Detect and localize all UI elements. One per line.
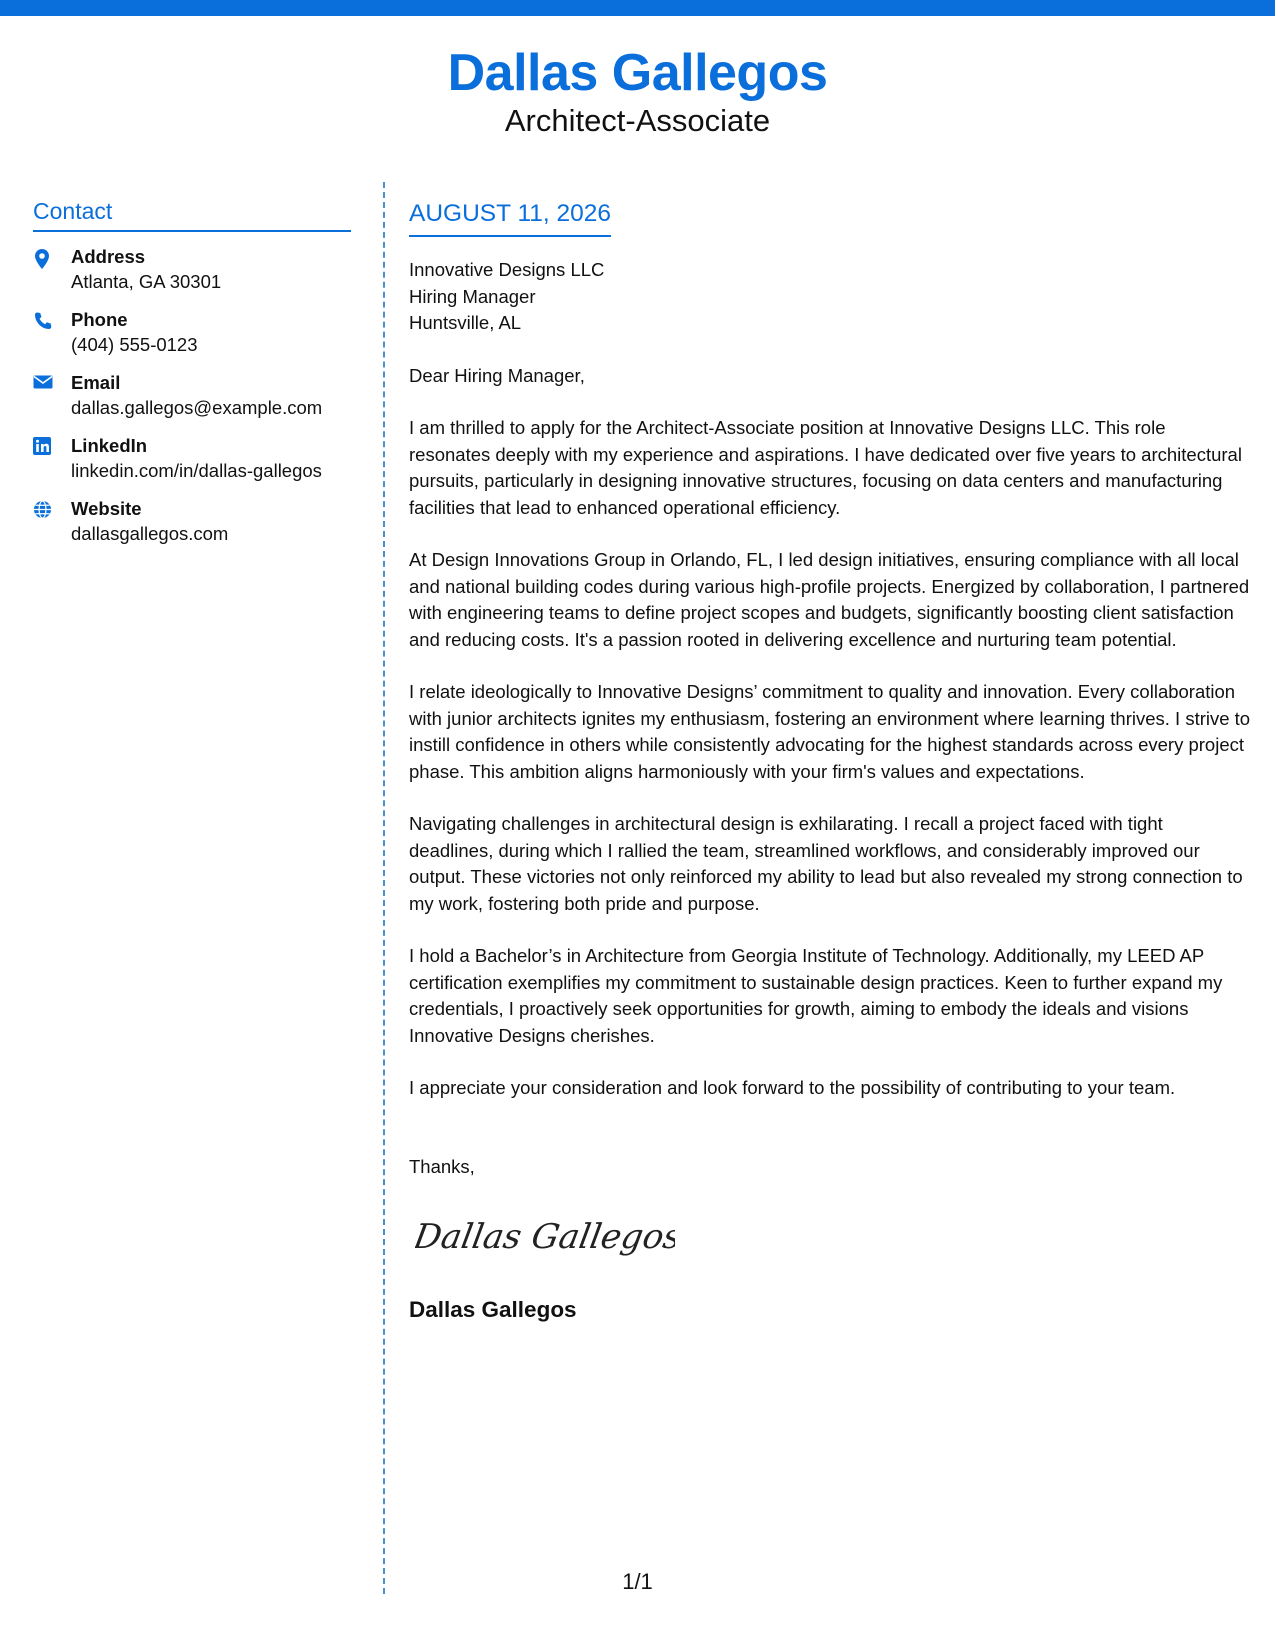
contact-item-email[interactable] <box>33 370 351 433</box>
paragraph-2: At Design Innovations Group in Orlando, FL, I led design initiatives, ensuring compliance with all local and national building codes during various high-profile projects. Energized by collaboration, I partnered with engineering teams to define project scopes and budgets, significantly boosting client satisfaction and reducing costs. It's a passion rooted in delivering excellence and nurturing team potential. <box>409 549 1250 650</box>
phone-icon <box>33 307 71 331</box>
globe-icon <box>33 496 71 519</box>
paragraph-3: I relate ideologically to Innovative Designs’ commitment to quality and innovation. Every collaboration with junior architects ignites my enthusiasm, fostering an environment where learning thrives. I strive to instill confidence in others while consistently advocating for the highest standards across every project phase. This ambition aligns harmoniously with your firm's values and expectations. <box>409 681 1251 782</box>
applicant-name: Dallas Gallegos <box>447 44 828 102</box>
paragraph-5: I hold a Bachelor’s in Architecture from Georgia Institute of Technology. Additionally, my LEED AP certification exemplifies my commitment to sustainable design practices. Keen to further expand my credentials, I proactively seek opportunities for growth, aiming to embody the ideals and visions Innovative Designs cherishes. <box>409 945 1223 1046</box>
letter-body <box>409 198 1251 1325</box>
recipient-role: Hiring Manager <box>409 285 536 307</box>
paragraph-1: I am thrilled to apply for the Architect-Associate position at Innovative Designs LLC. This role resonates deeply with my experience and aspirations. I have dedicated over five years to architectural pursuits, particularly in designing innovative structures, focusing on data centers and manufacturing facilities that lead to enhanced operational efficiency. <box>409 417 1242 518</box>
page-number: 1/1 <box>622 1569 653 1594</box>
paragraph-6: I appreciate your consideration and look forward to the possibility of contributing to your team. <box>409 1077 1176 1098</box>
job-title: Architect-Associate <box>504 103 771 138</box>
top-accent-bar <box>0 0 1275 16</box>
column-divider <box>383 182 385 1594</box>
signature-text: Dallas Gallegos <box>415 1217 675 1257</box>
contact-list <box>33 244 351 559</box>
address-value: Atlanta, GA 30301 <box>71 271 222 292</box>
contact-label: Address <box>71 246 146 267</box>
contact-item-phone <box>33 307 351 370</box>
email-link[interactable]: dallas.gallegos@example.com <box>71 397 323 418</box>
greeting: Dear Hiring Manager, <box>409 364 585 386</box>
contact-item-linkedin[interactable] <box>33 433 351 496</box>
envelope-icon <box>33 370 71 390</box>
recipient-company: Innovative Designs LLC <box>409 259 605 280</box>
contact-label: Website <box>71 498 142 519</box>
contact-label: Phone <box>71 309 128 330</box>
letter-date: AUGUST 11, 2026 <box>409 198 611 237</box>
signature-image <box>415 1210 1251 1269</box>
linkedin-icon <box>33 433 71 455</box>
paragraph-4: Navigating challenges in architectural design is exhilarating. I recall a project faced with tight deadlines, during which I rallied the team, streamlined workflows, and considerably improved our output. These victories not only reinforced my ability to lead but also revealed my strong connection to my work, fostering both pride and purpose. <box>409 813 1243 914</box>
contact-heading: Contact <box>33 196 351 232</box>
signer-name: Dallas Gallegos <box>409 1297 577 1322</box>
map-pin-icon <box>33 244 71 270</box>
phone-value: (404) 555-0123 <box>71 334 198 355</box>
recipient-location: Huntsville, AL <box>409 312 522 333</box>
contact-sidebar <box>33 196 351 559</box>
contact-item-address <box>33 244 351 307</box>
page-header <box>0 40 1275 140</box>
website-link[interactable]: dallasgallegos.com <box>71 523 229 544</box>
contact-label: Email <box>71 372 121 393</box>
recipient-block <box>409 257 1251 337</box>
contact-label: LinkedIn <box>71 435 148 456</box>
linkedin-link[interactable]: linkedin.com/in/dallas-gallegos <box>71 460 322 481</box>
contact-item-website[interactable] <box>33 496 351 559</box>
closing: Thanks, <box>409 1155 475 1177</box>
